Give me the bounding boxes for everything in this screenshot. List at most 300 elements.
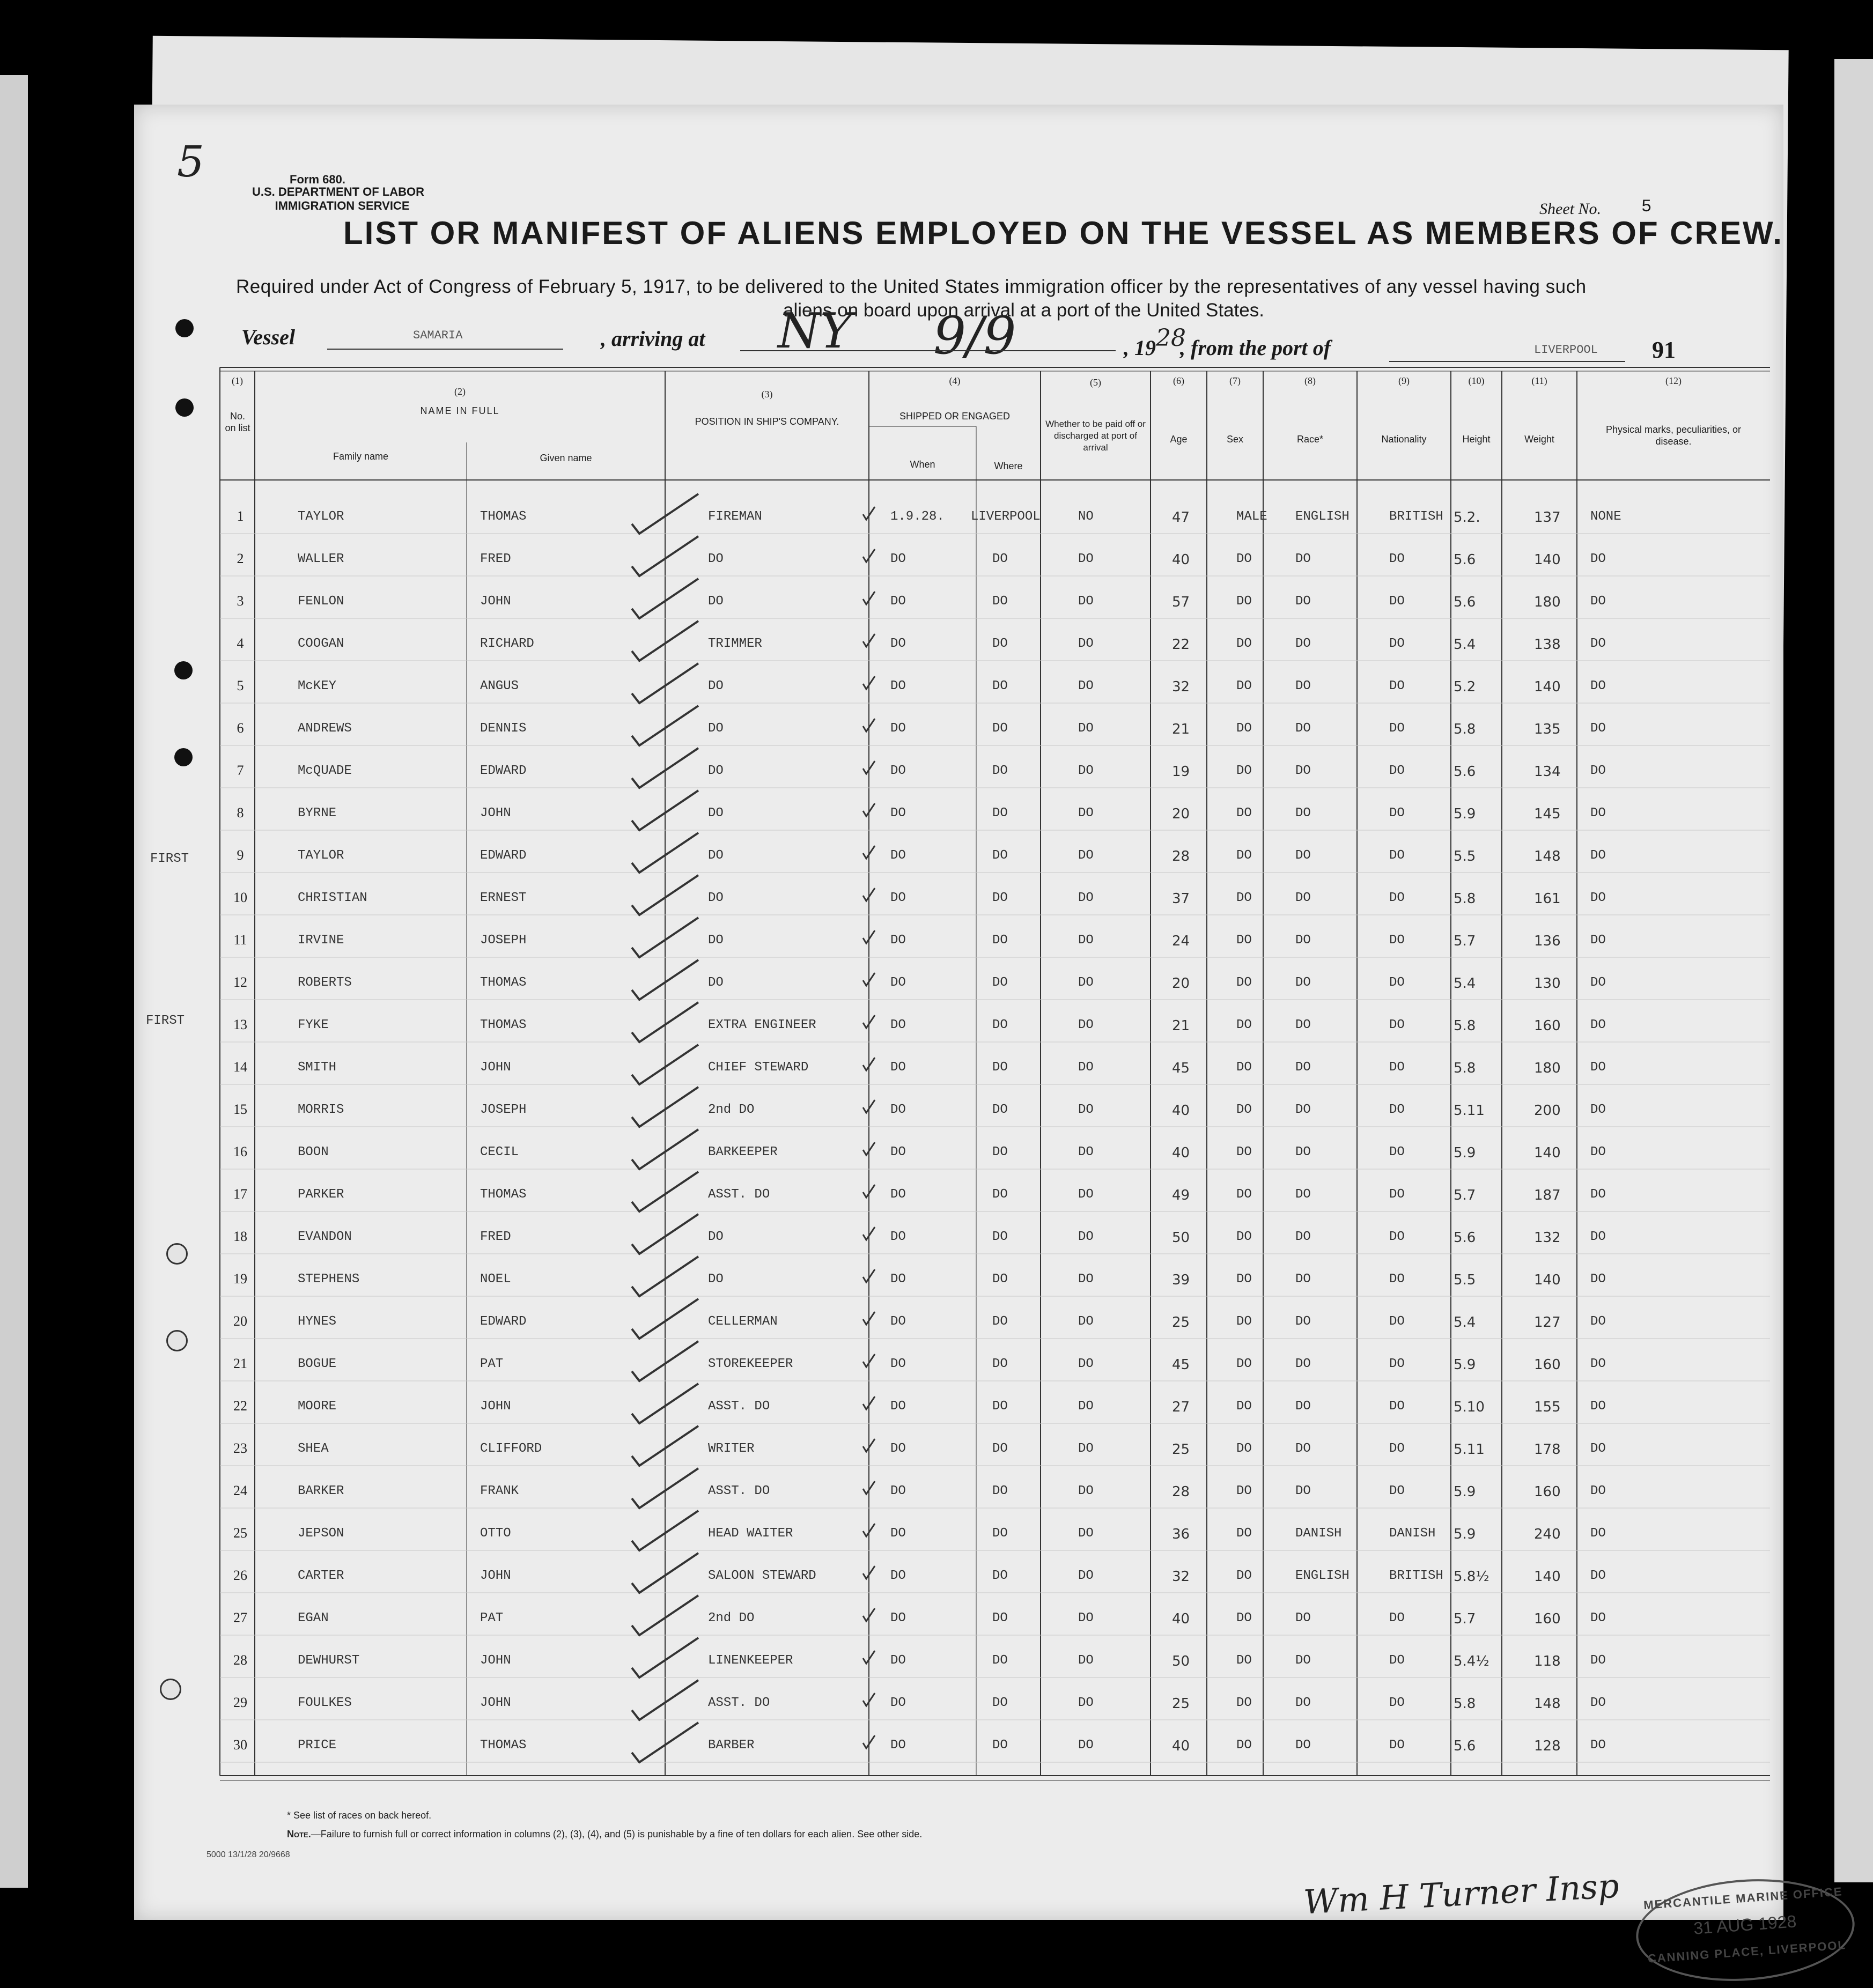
family-name: ANDREWS: [298, 721, 352, 736]
given-name: PAT: [480, 1357, 504, 1371]
paid-off: DO: [1078, 1060, 1094, 1075]
races-note: * See list of races on back hereof.: [287, 1810, 432, 1821]
age: 47: [1172, 509, 1190, 526]
sex: DO: [1236, 806, 1252, 821]
sex: DO: [1236, 1018, 1252, 1032]
when-header: When: [910, 459, 935, 470]
punch-hole: [175, 398, 194, 417]
sex: DO: [1236, 679, 1252, 693]
given-name: CLIFFORD: [480, 1442, 542, 1456]
age: 45: [1172, 1060, 1190, 1076]
given-name: FRED: [480, 552, 511, 566]
family-name: ROBERTS: [298, 975, 352, 990]
check-mark: [628, 1465, 703, 1513]
nationality: DO: [1389, 1696, 1405, 1710]
manifest-sheet: [134, 105, 1847, 1965]
weight: 130: [1534, 975, 1561, 992]
physical-marks: DO: [1590, 1526, 1606, 1541]
given-name: OTTO: [480, 1526, 511, 1541]
weight: 160: [1534, 1018, 1561, 1034]
family-name: PARKER: [298, 1187, 344, 1202]
tick-mark: [861, 1523, 877, 1539]
weight: 180: [1534, 1060, 1561, 1076]
position: DO: [708, 679, 724, 693]
row-number: 23: [233, 1440, 247, 1456]
weight: 140: [1534, 552, 1561, 568]
race: DO: [1295, 1484, 1311, 1498]
sex: DO: [1236, 933, 1252, 948]
physical-marks: DO: [1590, 1357, 1606, 1371]
age: 40: [1172, 1103, 1190, 1119]
height: 5.7: [1454, 1611, 1476, 1627]
shipped-where: LIVERPOOL: [971, 509, 1041, 524]
weight: 140: [1534, 679, 1561, 695]
nationality: DO: [1389, 1399, 1405, 1414]
given-name: THOMAS: [480, 1018, 527, 1032]
sex: DO: [1236, 1187, 1252, 1202]
height: 5.10: [1454, 1399, 1485, 1415]
col-2-number: (2): [454, 386, 466, 397]
physical-marks: DO: [1590, 1738, 1606, 1753]
year-suffix: 28: [1156, 324, 1186, 352]
race: DO: [1295, 1103, 1311, 1117]
sex: DO: [1236, 1103, 1252, 1117]
given-name: EDWARD: [480, 764, 527, 778]
race: DO: [1295, 1314, 1311, 1329]
sex: DO: [1236, 1357, 1252, 1371]
shipped-when: DO: [890, 1103, 906, 1117]
family-name: FENLON: [298, 594, 344, 609]
position: FIREMAN: [708, 509, 762, 524]
physical-marks: DO: [1590, 764, 1606, 778]
tick-mark: [861, 1056, 877, 1073]
tick-mark: [861, 1438, 877, 1454]
physical-marks: DO: [1590, 721, 1606, 736]
row-number: 15: [233, 1102, 247, 1117]
shipped-when: DO: [890, 848, 906, 863]
height: 5.8: [1454, 1018, 1476, 1034]
height: 5.8: [1454, 1696, 1476, 1712]
age: 19: [1172, 764, 1190, 780]
tick-mark: [861, 1014, 877, 1030]
shipped-where: DO: [992, 721, 1008, 736]
check-mark: [628, 1253, 703, 1302]
age-header: Age: [1170, 434, 1188, 445]
age: 20: [1172, 975, 1190, 992]
sex: DO: [1236, 1230, 1252, 1244]
position-header: POSITION IN SHIP'S COMPANY.: [695, 416, 839, 427]
paid-off: DO: [1078, 721, 1094, 736]
position: DO: [708, 1272, 724, 1287]
weight: 240: [1534, 1526, 1561, 1542]
height: 5.6: [1454, 594, 1476, 610]
age: 37: [1172, 891, 1190, 907]
age: 22: [1172, 637, 1190, 653]
family-name: BOGUE: [298, 1357, 337, 1371]
race: DO: [1295, 1187, 1311, 1202]
height: 5.5: [1454, 1272, 1476, 1288]
weight: 161: [1534, 891, 1561, 907]
family-name: DEWHURST: [298, 1653, 360, 1668]
nationality: DO: [1389, 1018, 1405, 1032]
shipped-when: 1.9.28.: [890, 509, 945, 524]
margin-note-row-9: FIRST: [150, 852, 189, 866]
row-number: 16: [233, 1144, 247, 1159]
shipped-when: DO: [890, 637, 906, 651]
position: 2nd DO: [708, 1103, 755, 1117]
shipped-where: DO: [992, 552, 1008, 566]
inspector-signature: Wm H Turner Insp: [1302, 1866, 1620, 1922]
col-4-number: (4): [949, 375, 961, 386]
paid-off: DO: [1078, 1103, 1094, 1117]
row-number: 6: [237, 720, 244, 736]
sex: DO: [1236, 1399, 1252, 1414]
age: 28: [1172, 848, 1190, 864]
race: DO: [1295, 1272, 1311, 1287]
weight: 145: [1534, 806, 1561, 822]
given-name: THOMAS: [480, 509, 527, 524]
row-number: 30: [233, 1737, 247, 1753]
paid-off: NO: [1078, 509, 1094, 524]
check-mark: [628, 1423, 703, 1471]
age: 40: [1172, 1738, 1190, 1754]
shipped-engaged-header: SHIPPED OR ENGAGED: [899, 411, 1011, 422]
position: DO: [708, 806, 724, 821]
weight: 178: [1534, 1442, 1561, 1458]
family-name: McQUADE: [298, 764, 352, 778]
position: CELLERMAN: [708, 1314, 778, 1329]
sex: DO: [1236, 848, 1252, 863]
row-number: 19: [233, 1271, 247, 1287]
height: 5.11: [1454, 1442, 1485, 1458]
row-number: 4: [237, 635, 244, 651]
punch-hole: [174, 748, 193, 766]
sex: DO: [1236, 764, 1252, 778]
shipped-where: DO: [992, 848, 1008, 863]
shipped-when: DO: [890, 1611, 906, 1625]
tick-mark: [861, 1311, 877, 1327]
race: ENGLISH: [1295, 509, 1350, 524]
adjacent-page-left: [0, 75, 28, 1888]
race: DO: [1295, 933, 1311, 948]
margin-mark: 5: [177, 137, 204, 187]
age: 36: [1172, 1526, 1190, 1542]
requirement-line-2: aliens on board upon arrival at a port of the United States.: [783, 300, 1264, 321]
row-number: 2: [237, 551, 244, 566]
nationality: DO: [1389, 637, 1405, 651]
nationality: DO: [1389, 1738, 1405, 1753]
physical-marks: DO: [1590, 1399, 1606, 1414]
paid-off: DO: [1078, 1569, 1094, 1583]
tick-mark: [861, 887, 877, 903]
nationality: DO: [1389, 848, 1405, 863]
position: BARKEEPER: [708, 1145, 778, 1159]
shipped-where: DO: [992, 1738, 1008, 1753]
shipped-when: DO: [890, 975, 906, 990]
nationality: BRITISH: [1389, 1569, 1443, 1583]
check-mark: [628, 1296, 703, 1344]
punch-hole-ring: [166, 1243, 188, 1265]
col-1-number: (1): [232, 375, 243, 386]
nationality: DO: [1389, 1442, 1405, 1456]
given-name: THOMAS: [480, 1187, 527, 1202]
punch-hole: [175, 319, 194, 337]
age: 39: [1172, 1272, 1190, 1288]
shipped-when: DO: [890, 1442, 906, 1456]
height: 5.6: [1454, 764, 1476, 780]
height: 5.8½: [1454, 1569, 1489, 1585]
punch-hole-ring: [166, 1330, 188, 1351]
tick-mark: [861, 1226, 877, 1242]
service-line: IMMIGRATION SERVICE: [275, 199, 410, 212]
tick-mark: [861, 1099, 877, 1115]
row-number: 21: [233, 1356, 247, 1371]
arrival-date: 9/9: [933, 306, 1016, 366]
sex-header: Sex: [1226, 434, 1244, 445]
given-name: JOHN: [480, 1653, 511, 1668]
given-name: JOSEPH: [480, 1103, 527, 1117]
family-name: CHRISTIAN: [298, 891, 367, 905]
shipped-when: DO: [890, 1060, 906, 1075]
vessel-label: Vessel: [241, 325, 295, 349]
weight: 140: [1534, 1272, 1561, 1288]
physical-marks: DO: [1590, 806, 1606, 821]
sex: DO: [1236, 1611, 1252, 1625]
weight: 140: [1534, 1569, 1561, 1585]
row-number: 1: [237, 508, 244, 524]
row-number: 5: [237, 678, 244, 693]
check-mark: [628, 1041, 703, 1090]
height-header: Height: [1462, 434, 1491, 445]
row-number: 25: [233, 1525, 247, 1541]
physical-marks: DO: [1590, 1230, 1606, 1244]
physical-marks: DO: [1590, 1569, 1606, 1583]
nationality: DO: [1389, 679, 1405, 693]
given-name: FRED: [480, 1230, 511, 1244]
shipped-when: DO: [890, 1738, 906, 1753]
nationality: DO: [1389, 1611, 1405, 1625]
race: DO: [1295, 1018, 1311, 1032]
sex: DO: [1236, 1738, 1252, 1753]
shipped-where: DO: [992, 1653, 1008, 1668]
shipped-where: DO: [992, 1314, 1008, 1329]
check-mark: [628, 957, 703, 1005]
age: 20: [1172, 806, 1190, 822]
age: 50: [1172, 1230, 1190, 1246]
race: DANISH: [1295, 1526, 1342, 1541]
row-number: 18: [233, 1229, 247, 1244]
tick-mark: [861, 506, 877, 522]
shipped-where: DO: [992, 1357, 1008, 1371]
check-mark: [628, 1169, 703, 1217]
given-name-header: Given name: [540, 453, 592, 463]
nationality: DO: [1389, 1357, 1405, 1371]
position: DO: [708, 848, 724, 863]
height: 5.9: [1454, 1357, 1476, 1373]
sex: DO: [1236, 1060, 1252, 1075]
shipped-where: DO: [992, 679, 1008, 693]
shipped-where: DO: [992, 1526, 1008, 1541]
family-name: PRICE: [298, 1738, 337, 1753]
age: 45: [1172, 1357, 1190, 1373]
sheet-number: 5: [1641, 197, 1652, 217]
tick-mark: [861, 1141, 877, 1157]
paid-off: DO: [1078, 1230, 1094, 1244]
position: DO: [708, 891, 724, 905]
row-number: 20: [233, 1313, 247, 1329]
race: DO: [1295, 594, 1311, 609]
shipped-where: DO: [992, 1484, 1008, 1498]
paid-off: DO: [1078, 1145, 1094, 1159]
requirement-line-1: Required under Act of Congress of February 5, 1917, to be delivered to the United States immigration officer by the representatives of any vessel having such: [236, 276, 1587, 297]
tick-mark: [861, 1692, 877, 1708]
sex: MALE: [1236, 509, 1267, 524]
shipped-when: DO: [890, 1230, 906, 1244]
position: ASST. DO: [708, 1484, 770, 1498]
shipped-where: DO: [992, 594, 1008, 609]
given-name: PAT: [480, 1611, 504, 1625]
sex: DO: [1236, 637, 1252, 651]
shipped-where: DO: [992, 1103, 1008, 1117]
check-mark: [628, 1507, 703, 1556]
shipped-where: DO: [992, 975, 1008, 990]
shipped-when: DO: [890, 1314, 906, 1329]
family-name: IRVINE: [298, 933, 344, 948]
position: ASST. DO: [708, 1187, 770, 1202]
row-number: 10: [233, 890, 247, 905]
age: 40: [1172, 552, 1190, 568]
paid-off: DO: [1078, 848, 1094, 863]
row-number: 12: [233, 974, 247, 990]
paid-off: DO: [1078, 1314, 1094, 1329]
shipped-where: DO: [992, 764, 1008, 778]
position: DO: [708, 975, 724, 990]
tick-mark: [861, 590, 877, 607]
age: 32: [1172, 1569, 1190, 1585]
from-port-label: , from the port of: [1180, 336, 1331, 360]
nationality: DO: [1389, 764, 1405, 778]
tick-mark: [861, 845, 877, 861]
row-number: 9: [237, 847, 244, 863]
col-7-number: (7): [1229, 375, 1241, 386]
paid-off: DO: [1078, 1696, 1094, 1710]
family-name: MORRIS: [298, 1103, 344, 1117]
stamp-date: 31 AUG 1928: [1693, 1911, 1797, 1938]
physical-marks: DO: [1590, 933, 1606, 948]
sex: DO: [1236, 721, 1252, 736]
weight: 155: [1534, 1399, 1561, 1415]
age: 21: [1172, 1018, 1190, 1034]
nationality: DO: [1389, 594, 1405, 609]
shipped-when: DO: [890, 1569, 906, 1583]
nationality: DO: [1389, 1187, 1405, 1202]
nationality: DO: [1389, 975, 1405, 990]
given-name: RICHARD: [480, 637, 534, 651]
shipped-where: DO: [992, 637, 1008, 651]
race: DO: [1295, 1653, 1311, 1668]
family-name: COOGAN: [298, 637, 344, 651]
check-mark: [628, 575, 703, 624]
family-name: HYNES: [298, 1314, 337, 1329]
height: 5.6: [1454, 552, 1476, 568]
race: DO: [1295, 637, 1311, 651]
paid-off: DO: [1078, 891, 1094, 905]
sex: DO: [1236, 552, 1252, 566]
weight: 137: [1534, 509, 1561, 526]
paid-off: DO: [1078, 1018, 1094, 1032]
check-mark: [628, 1211, 703, 1259]
given-name: EDWARD: [480, 1314, 527, 1329]
weight: 138: [1534, 637, 1561, 653]
family-name: EVANDON: [298, 1230, 352, 1244]
family-name-header: Family name: [333, 451, 389, 462]
height: 5.8: [1454, 721, 1476, 737]
col-3-number: (3): [761, 389, 773, 400]
height: 5.8: [1454, 891, 1476, 907]
weight: 118: [1534, 1653, 1561, 1669]
physical-marks: DO: [1590, 1018, 1606, 1032]
paid-off: DO: [1078, 1442, 1094, 1456]
height: 5.2.: [1454, 509, 1480, 526]
paid-off: DO: [1078, 594, 1094, 609]
race: DO: [1295, 1145, 1311, 1159]
age: 32: [1172, 679, 1190, 695]
paid-off: DO: [1078, 1611, 1094, 1625]
vessel-name: SAMARIA: [413, 329, 463, 342]
shipped-when: DO: [890, 933, 906, 948]
given-name: ANGUS: [480, 679, 519, 693]
paid-off: DO: [1078, 637, 1094, 651]
height: 5.4½: [1454, 1653, 1489, 1669]
height: 5.9: [1454, 1526, 1476, 1542]
check-mark: [628, 1719, 703, 1768]
nationality: DO: [1389, 1314, 1405, 1329]
given-name: FRANK: [480, 1484, 519, 1498]
check-mark: [628, 1126, 703, 1174]
check-mark: [628, 1338, 703, 1386]
physical-marks: DO: [1590, 1696, 1606, 1710]
shipped-where: DO: [992, 1442, 1008, 1456]
position: DO: [708, 1230, 724, 1244]
physical-marks: DO: [1590, 1103, 1606, 1117]
position: DO: [708, 933, 724, 948]
age: 57: [1172, 594, 1190, 610]
age: 40: [1172, 1145, 1190, 1161]
given-name: JOHN: [480, 1399, 511, 1414]
shipped-when: DO: [890, 1399, 906, 1414]
given-name: THOMAS: [480, 975, 527, 990]
tick-mark: [861, 1268, 877, 1284]
sex: DO: [1236, 1569, 1252, 1583]
physical-marks: DO: [1590, 1145, 1606, 1159]
given-name: JOHN: [480, 1569, 511, 1583]
race: DO: [1295, 1442, 1311, 1456]
row-number: 26: [233, 1568, 247, 1583]
weight: 127: [1534, 1314, 1561, 1331]
race: ENGLISH: [1295, 1569, 1350, 1583]
position: EXTRA ENGINEER: [708, 1018, 816, 1032]
paid-off: DO: [1078, 552, 1094, 566]
physical-marks-header: Physical marks, peculiarities, or disease.: [1605, 424, 1742, 447]
sex: DO: [1236, 1145, 1252, 1159]
shipped-when: DO: [890, 806, 906, 821]
row-number: 22: [233, 1398, 247, 1414]
physical-marks: DO: [1590, 679, 1606, 693]
physical-marks: DO: [1590, 1272, 1606, 1287]
physical-marks: DO: [1590, 1060, 1606, 1075]
height: 5.7: [1454, 933, 1476, 949]
family-name: TAYLOR: [298, 509, 344, 524]
